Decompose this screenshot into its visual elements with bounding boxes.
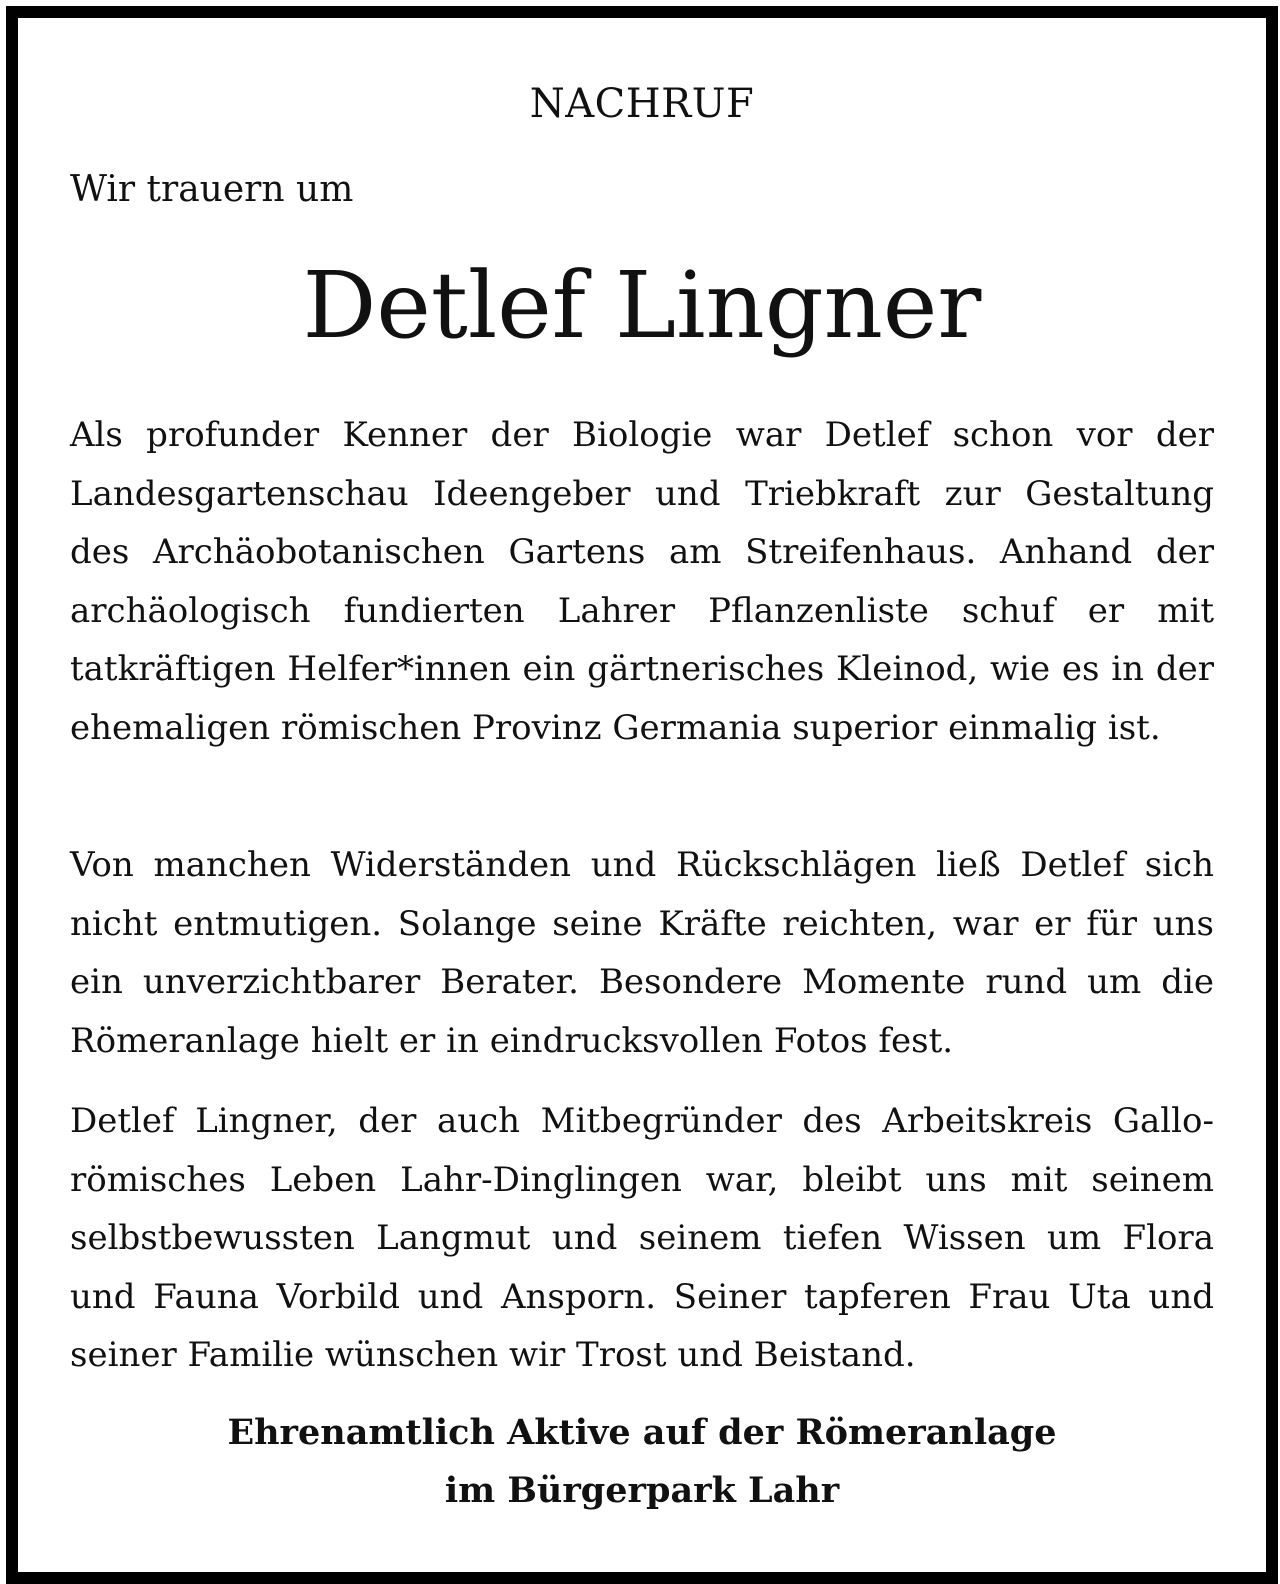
deceased-name: Detlef Lingner: [302, 252, 982, 359]
paragraph-resilience: Von manchen Widerständen und Rückschlägen ließ Detlef sich nicht entmutigen. Solange seine Kräfte reichten, war er für uns ein unverzichtbarer Berater. Besondere Momente rund um die Römeranlage hielt er in eindrucksvollen Fotos fest.: [70, 845, 1214, 1061]
signature-line-1: Ehrenamtlich Aktive auf der Römeranlage: [227, 1412, 1057, 1453]
signature-line-2: im Bürgerpark Lahr: [444, 1470, 840, 1511]
obituary-frame: [6, 6, 1278, 1584]
paragraph-biology: Als profunder Kenner der Biologie war Detlef schon vor der Landesgartenschau Ideengeber und Triebkraft zur Gestaltung des Archäobotanischen Gartens am Streifenhaus. Anhand der archäologisch fundierten Lahrer Pflanzenliste schuf er mit tatkräftigen Helfer*innen ein gärtnerisches Kleinod, wie es in der ehemaligen römischen Provinz Germania superior einmalig ist.: [70, 415, 1214, 748]
signature-block: [70, 1404, 1214, 1520]
paragraph-legacy: Detlef Lingner, der auch Mitbegründer des Arbeitskreis Gallo-römisches Leben Lahr-Dinglingen war, bleibt uns mit seinem selbstbewussten Langmut und seinem tiefen Wissen um Flora und Fauna Vorbild und Ansporn. Seiner tapferen Frau Uta und seiner Familie wünschen wir Trost und Beistand.: [70, 1101, 1214, 1375]
obituary-heading: NACHRUF: [529, 81, 755, 127]
obituary-content: [70, 18, 1214, 1572]
intro-line: Wir trauern um: [70, 169, 354, 210]
